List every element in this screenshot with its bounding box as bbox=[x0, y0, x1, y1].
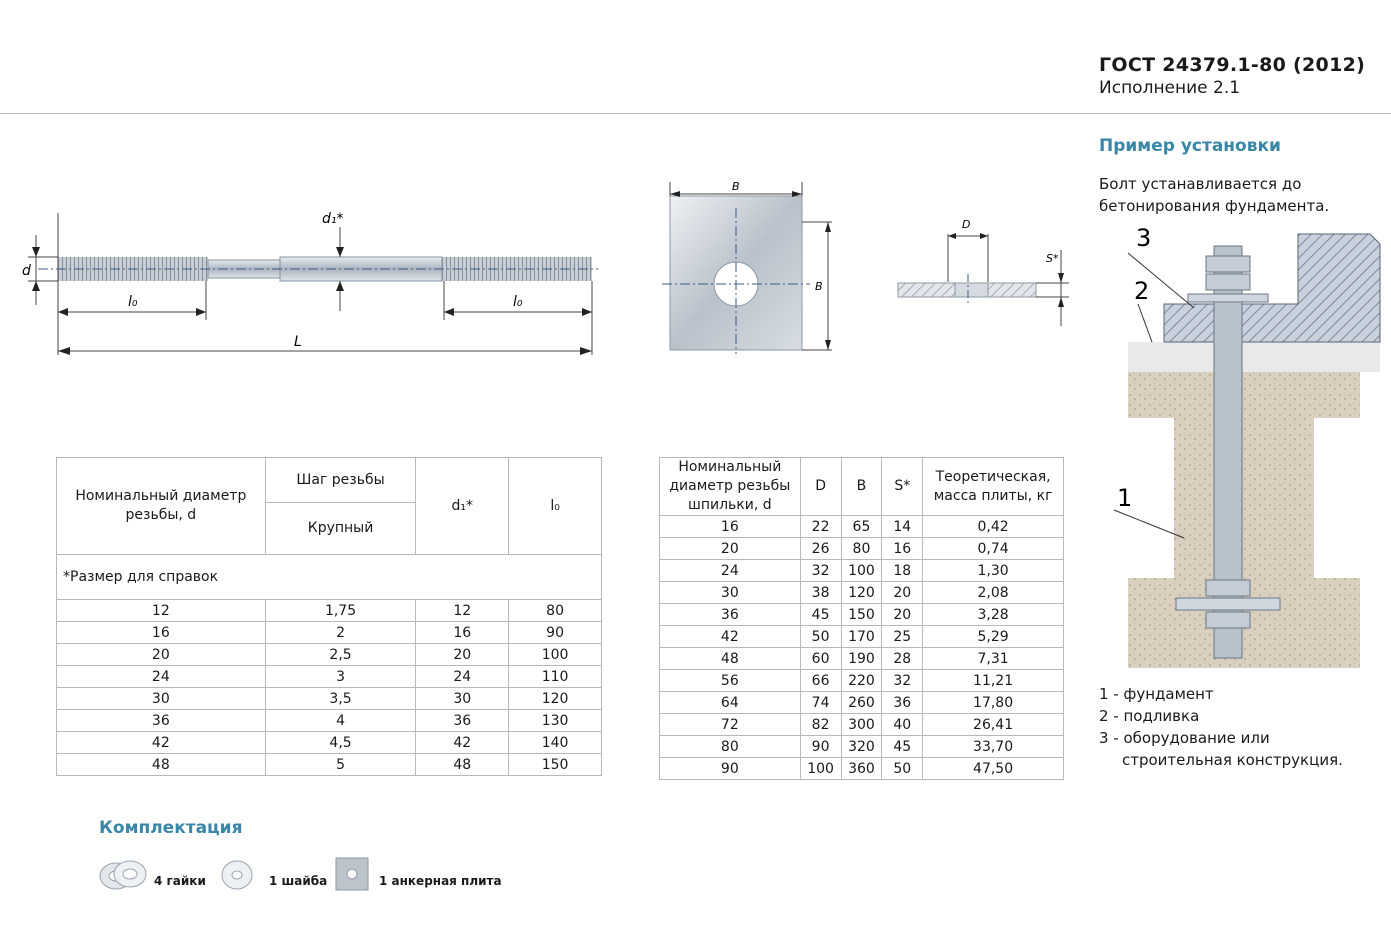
table-row bbox=[660, 560, 1064, 582]
legend-item-2: 2 - подливка bbox=[1099, 707, 1200, 725]
cell-S: 36 bbox=[882, 692, 923, 714]
cell-D: 74 bbox=[800, 692, 841, 714]
cell-S: 14 bbox=[882, 516, 923, 538]
cell-d: 80 bbox=[660, 736, 801, 758]
cell-d: 48 bbox=[57, 754, 266, 776]
cell-l0: 110 bbox=[509, 666, 602, 688]
header-l0: l₀ bbox=[509, 458, 602, 555]
cell-mass: 33,70 bbox=[923, 736, 1064, 758]
legend-item-3: 3 - оборудование или bbox=[1099, 729, 1270, 747]
cell-d1: 42 bbox=[416, 732, 509, 754]
cell-l0: 100 bbox=[509, 644, 602, 666]
dim-L-label: L bbox=[294, 334, 302, 350]
cell-D: 38 bbox=[800, 582, 841, 604]
cell-D: 45 bbox=[800, 604, 841, 626]
cell-D: 32 bbox=[800, 560, 841, 582]
dim-plate-B-top: B bbox=[732, 180, 740, 193]
cell-d: 16 bbox=[660, 516, 801, 538]
document-title: ГОСТ 24379.1-80 (2012) bbox=[1099, 54, 1366, 76]
table-row bbox=[57, 710, 602, 732]
legend-item-3-continued: строительная конструкция. bbox=[1122, 751, 1343, 769]
cell-D: 100 bbox=[800, 758, 841, 780]
cell-d: 48 bbox=[660, 648, 801, 670]
callout-2: 2 bbox=[1134, 277, 1150, 305]
cell-pitch: 2 bbox=[265, 622, 416, 644]
reference-note: *Размер для справок bbox=[57, 555, 602, 600]
table-row bbox=[660, 516, 1064, 538]
header-stud-diameter: Номинальный диаметр резьбы шпильки, d bbox=[660, 458, 801, 516]
cell-mass: 3,28 bbox=[923, 604, 1064, 626]
cell-d: 16 bbox=[57, 622, 266, 644]
cell-d: 56 bbox=[660, 670, 801, 692]
washer-icon bbox=[220, 856, 256, 894]
header-divider bbox=[0, 113, 1391, 114]
table-row bbox=[660, 692, 1064, 714]
cell-mass: 5,29 bbox=[923, 626, 1064, 648]
table-row bbox=[660, 714, 1064, 736]
callout-1: 1 bbox=[1117, 484, 1133, 512]
table-row bbox=[660, 538, 1064, 560]
cell-pitch: 5 bbox=[265, 754, 416, 776]
cell-d1: 48 bbox=[416, 754, 509, 776]
header-mass: Теоретическая, масса плиты, кг bbox=[923, 458, 1064, 516]
anchor-plate-table bbox=[659, 457, 1064, 780]
cell-d: 20 bbox=[57, 644, 266, 666]
header-nominal-diameter: Номинальный диаметр резьбы, d bbox=[57, 458, 266, 555]
cell-mass: 0,42 bbox=[923, 516, 1064, 538]
table-row bbox=[57, 622, 602, 644]
cell-mass: 7,31 bbox=[923, 648, 1064, 670]
cell-d: 90 bbox=[660, 758, 801, 780]
header-thread-pitch: Шаг резьбы bbox=[265, 458, 416, 503]
cell-d: 36 bbox=[57, 710, 266, 732]
header-D: D bbox=[800, 458, 841, 516]
kit-title: Комплектация bbox=[99, 818, 243, 838]
cell-pitch: 3 bbox=[265, 666, 416, 688]
stud-bolt-drawing bbox=[18, 195, 608, 365]
cell-l0: 150 bbox=[509, 754, 602, 776]
table-row bbox=[660, 670, 1064, 692]
kit-item-nuts: 4 гайки bbox=[154, 874, 206, 888]
cell-mass: 17,80 bbox=[923, 692, 1064, 714]
header-B: B bbox=[841, 458, 882, 516]
cell-B: 150 bbox=[841, 604, 882, 626]
cell-mass: 47,50 bbox=[923, 758, 1064, 780]
cell-l0: 130 bbox=[509, 710, 602, 732]
table-row bbox=[660, 604, 1064, 626]
cell-D: 26 bbox=[800, 538, 841, 560]
cell-S: 40 bbox=[882, 714, 923, 736]
cell-l0: 140 bbox=[509, 732, 602, 754]
installation-cross-section bbox=[1108, 222, 1391, 674]
table-row bbox=[57, 600, 602, 622]
cell-l0: 90 bbox=[509, 622, 602, 644]
header-S: S* bbox=[882, 458, 923, 516]
table-row bbox=[57, 666, 602, 688]
cell-B: 170 bbox=[841, 626, 882, 648]
cell-S: 20 bbox=[882, 604, 923, 626]
cell-l0: 120 bbox=[509, 688, 602, 710]
table-row bbox=[660, 736, 1064, 758]
cell-pitch: 2,5 bbox=[265, 644, 416, 666]
table-row bbox=[57, 754, 602, 776]
cell-B: 80 bbox=[841, 538, 882, 560]
cell-B: 320 bbox=[841, 736, 882, 758]
anchor-plate-front-view bbox=[660, 178, 840, 358]
cell-d: 24 bbox=[57, 666, 266, 688]
cell-d1: 20 bbox=[416, 644, 509, 666]
cell-S: 25 bbox=[882, 626, 923, 648]
table-row bbox=[660, 758, 1064, 780]
cell-B: 120 bbox=[841, 582, 882, 604]
cell-S: 18 bbox=[882, 560, 923, 582]
cell-S: 32 bbox=[882, 670, 923, 692]
table-row bbox=[660, 648, 1064, 670]
cell-mass: 11,21 bbox=[923, 670, 1064, 692]
header-coarse: Крупный bbox=[265, 503, 416, 555]
cell-pitch: 4,5 bbox=[265, 732, 416, 754]
cell-mass: 26,41 bbox=[923, 714, 1064, 736]
cell-mass: 0,74 bbox=[923, 538, 1064, 560]
cell-D: 82 bbox=[800, 714, 841, 736]
cell-pitch: 4 bbox=[265, 710, 416, 732]
cell-d: 24 bbox=[660, 560, 801, 582]
cell-S: 20 bbox=[882, 582, 923, 604]
table-row bbox=[660, 626, 1064, 648]
cell-l0: 80 bbox=[509, 600, 602, 622]
cell-mass: 2,08 bbox=[923, 582, 1064, 604]
cell-B: 260 bbox=[841, 692, 882, 714]
cell-D: 22 bbox=[800, 516, 841, 538]
cell-D: 66 bbox=[800, 670, 841, 692]
cell-S: 45 bbox=[882, 736, 923, 758]
cell-B: 220 bbox=[841, 670, 882, 692]
cell-D: 60 bbox=[800, 648, 841, 670]
nuts-icon bbox=[98, 856, 154, 894]
cell-S: 28 bbox=[882, 648, 923, 670]
cell-S: 16 bbox=[882, 538, 923, 560]
table-row bbox=[660, 582, 1064, 604]
document-subtitle: Исполнение 2.1 bbox=[1099, 78, 1241, 98]
cell-B: 65 bbox=[841, 516, 882, 538]
dim-l0-left-label: l₀ bbox=[128, 294, 138, 310]
cell-d1: 12 bbox=[416, 600, 509, 622]
cell-D: 90 bbox=[800, 736, 841, 758]
cell-pitch: 3,5 bbox=[265, 688, 416, 710]
anchor-plate-section-view bbox=[895, 214, 1075, 334]
header-d1: d₁* bbox=[416, 458, 509, 555]
cell-B: 360 bbox=[841, 758, 882, 780]
kit-item-anchor-plate: 1 анкерная плита bbox=[379, 874, 502, 888]
cell-d1: 36 bbox=[416, 710, 509, 732]
cell-B: 190 bbox=[841, 648, 882, 670]
cell-S: 50 bbox=[882, 758, 923, 780]
installation-example-title: Пример установки bbox=[1099, 136, 1281, 156]
installation-description: Болт устанавливается до бетонирования фундамента. bbox=[1099, 175, 1330, 215]
cell-d1: 16 bbox=[416, 622, 509, 644]
cell-d: 12 bbox=[57, 600, 266, 622]
dim-d1-label: d₁* bbox=[322, 211, 344, 227]
table-row bbox=[57, 644, 602, 666]
cell-d: 20 bbox=[660, 538, 801, 560]
cell-mass: 1,30 bbox=[923, 560, 1064, 582]
callout-3: 3 bbox=[1136, 224, 1152, 252]
cell-B: 100 bbox=[841, 560, 882, 582]
installation-legend bbox=[1099, 683, 1343, 771]
anchor-plate-icon bbox=[334, 856, 370, 894]
cell-d: 64 bbox=[660, 692, 801, 714]
legend-item-1: 1 - фундамент bbox=[1099, 685, 1214, 703]
cell-d: 72 bbox=[660, 714, 801, 736]
cell-pitch: 1,75 bbox=[265, 600, 416, 622]
cell-d1: 30 bbox=[416, 688, 509, 710]
dim-l0-right-label: l₀ bbox=[513, 294, 523, 310]
dim-plate-S: S* bbox=[1046, 252, 1059, 265]
cell-d: 36 bbox=[660, 604, 801, 626]
dim-plate-B-side: B bbox=[815, 280, 823, 293]
cell-d1: 24 bbox=[416, 666, 509, 688]
stud-dimensions-table bbox=[56, 457, 602, 776]
cell-D: 50 bbox=[800, 626, 841, 648]
dim-d-label: d bbox=[22, 263, 31, 279]
cell-d: 30 bbox=[57, 688, 266, 710]
table-row bbox=[57, 688, 602, 710]
cell-d: 42 bbox=[660, 626, 801, 648]
cell-B: 300 bbox=[841, 714, 882, 736]
table-row bbox=[57, 732, 602, 754]
dim-plate-D: D bbox=[962, 218, 971, 231]
cell-d: 42 bbox=[57, 732, 266, 754]
kit-item-washer: 1 шайба bbox=[269, 874, 328, 888]
cell-d: 30 bbox=[660, 582, 801, 604]
